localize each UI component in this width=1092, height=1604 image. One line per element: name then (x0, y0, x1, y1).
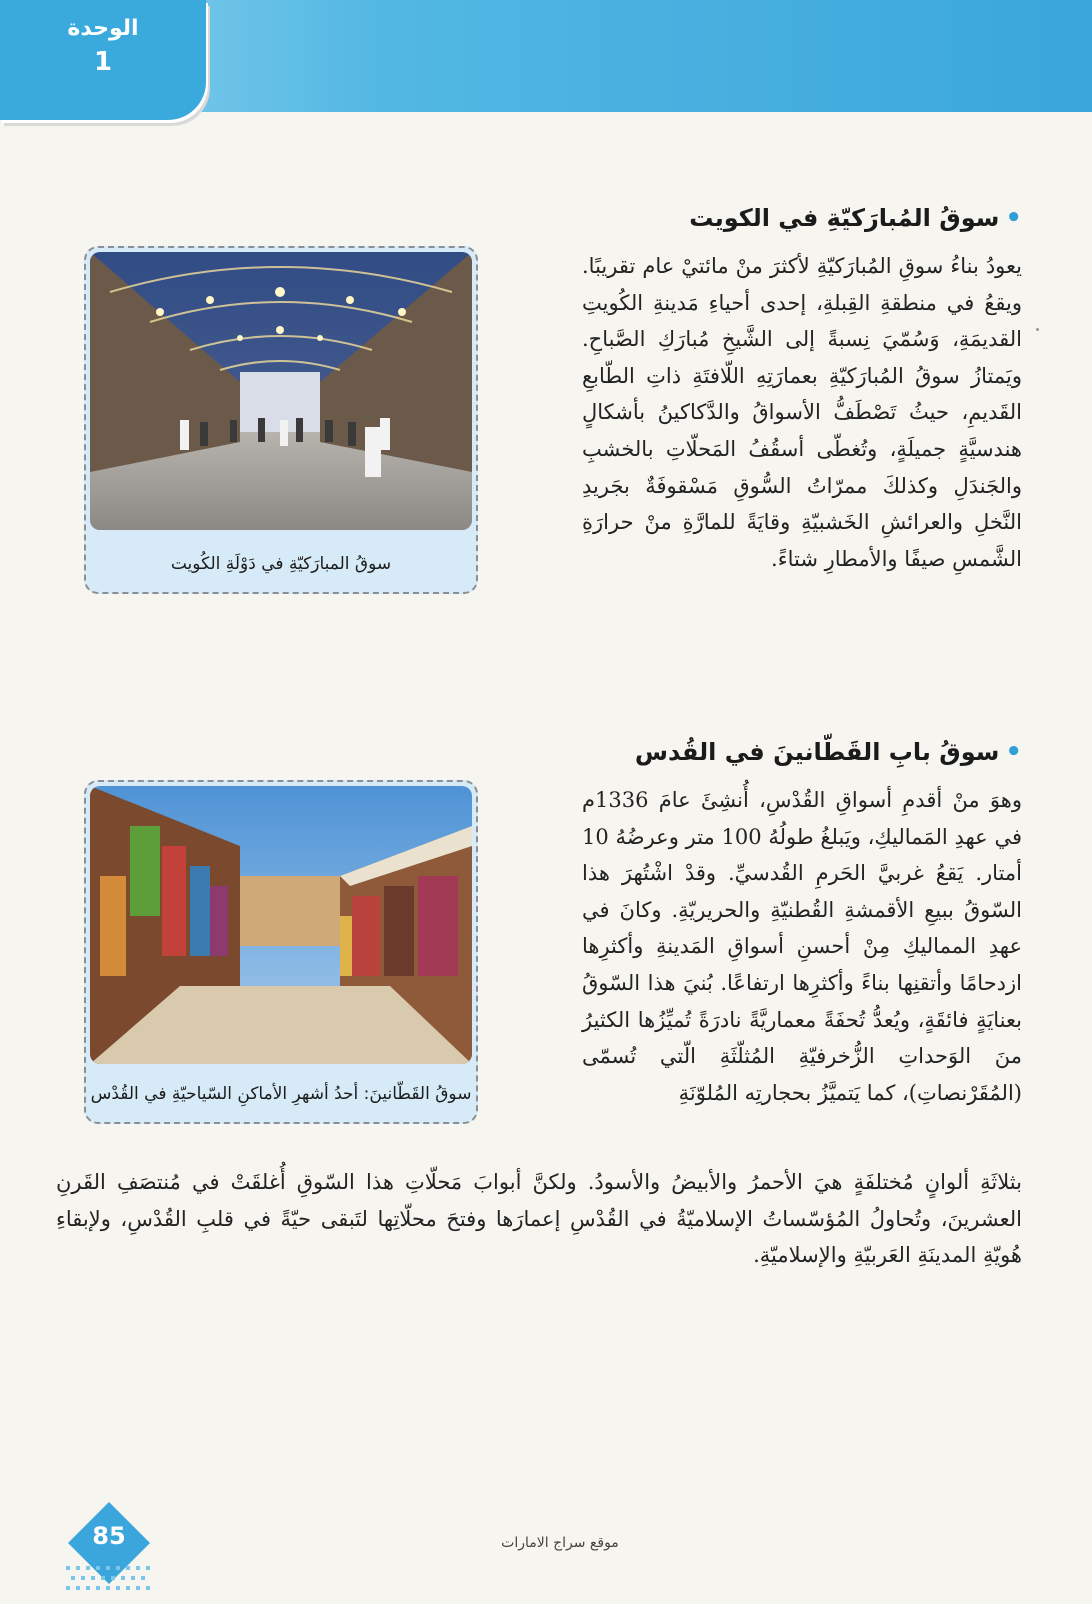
photo-qattanin-market (90, 786, 472, 1064)
photo-mubarakiya-market (90, 252, 472, 530)
page-number: 85 (92, 1522, 126, 1550)
paragraph-mubarakiya: يعودُ بناءُ سوقِ المُبارَكيّةِ لأكثرَ منْ مائتيْ عام تقريبًا. ويقعُ في منطقةِ القِبلةِ، إحدى أحياءِ مَدينةِ الكُويتِ القديمَةِ، وَسُمّيَ نِسبةً إلى الشَّيخِ مُبارَكِ الصَّباحِ. ويَمتازُ سوقُ المُبارَكيّةِ بعمارَتِهِ اللّافتَةِ ذاتِ الطّابعِ القَديمِ، حيثُ تَصْطَفُّ الأسواقُ والدَّكاكينُ بأشكالٍ هندسيَّةٍ جميلَةٍ، وتُغطّى أسقُفُ المَحلّاتِ بالخشبِ والجَندَلِ وكذلكَ ممرّاتُ السُّوقِ مَسْقوفَةٌ بجَريدِ النَّخلِ والعرائشِ الخَشبيّةِ وقايَةً للمارَّةِ منْ حرارَةِ الشَّمسِ صيفًا والأمطارِ شتاءً. (582, 254, 1022, 571)
section-title-text: سوقُ بابِ القَطّانينَ في القُدس (634, 738, 1000, 766)
margin-dot (1036, 328, 1039, 331)
paragraph-qattanin-side: وهوَ منْ أقدمِ أسواقِ القُدْسِ، أُنشِئَ عامَ 1336م في عهدِ المَماليكِ، ويَبلغُ طولُهُ 100 متر وعرضُهُ 10 أمتار. يَقعُ غربيَّ الحَرمِ القُدسيِّ. وقدْ اشْتُهرَ هذا السّوقُ ببيعِ الأقمشةِ القُطنيّةِ والحريريّةِ. وكانَ في عهدِ المماليكِ مِنْ أحسنِ أسواقِ المَدينةِ وأكثرِها ازدحامًا وأتقنِها بناءً وأكثرِها ارتفاعًا. بُنيَ هذا السّوقُ بعنايَةٍ فائقَةٍ، ويُعدُّ تُحفَةً معماريَّةً نادرَةً تُميِّزُها الكثيرُ منَ الوَحداتِ الزُّخرفيّةِ المُثلّثَةِ الّتي تُسمّى (المُقَرْنصاتِ)، كما يَتميَّزُ بحجارتِه المُلوّنَةِ (582, 788, 1023, 1105)
unit-label: الوحدة (67, 16, 139, 41)
section-title-mubarakiya (689, 203, 1022, 233)
bullet-icon: • (1005, 737, 1022, 767)
caption-qattanin: سوقُ القَطّانينَ: أحدُ أشهرِ الأماكنِ السّياحيّةِ في القُدْس (90, 1084, 472, 1104)
footer-site-name: موقع سراج الامارات (501, 1535, 619, 1551)
unit-tab (0, 0, 206, 120)
figure-mubarakiya (84, 246, 478, 594)
unit-number: 1 (93, 47, 113, 77)
figure-qattanin (84, 780, 478, 1124)
paragraph-qattanin-full: بثلاثَةِ ألوانٍ مُختلفَةٍ هيَ الأحمرُ والأبيضُ والأسودُ. ولكنَّ أبوابَ مَحلّاتِ هذا السّوقِ أُغلقَتْ في مُنتصَفِ القَرنِ العشرينَ، وتُحاولُ المُؤسّساتُ الإسلاميّةُ في القُدْسِ إعمارَها وفتحَ محلّاتِها لتَبقى حيّةً في قلبِ القُدْسِ، ولإبقاءِ هُويّةِ المدينَةِ العَربيّةِ والإسلاميّةِ. (56, 1170, 1022, 1268)
decorative-pattern-icon (60, 1560, 158, 1604)
section-title-text: سوقُ المُبارَكيّةِ في الكويت (689, 204, 1000, 232)
section-title-qattanin (635, 737, 1022, 767)
caption-mubarakiya: سوقُ المبارَكيّةِ في دَوْلَةِ الكُويت (170, 554, 392, 574)
bullet-icon: • (1005, 203, 1022, 233)
